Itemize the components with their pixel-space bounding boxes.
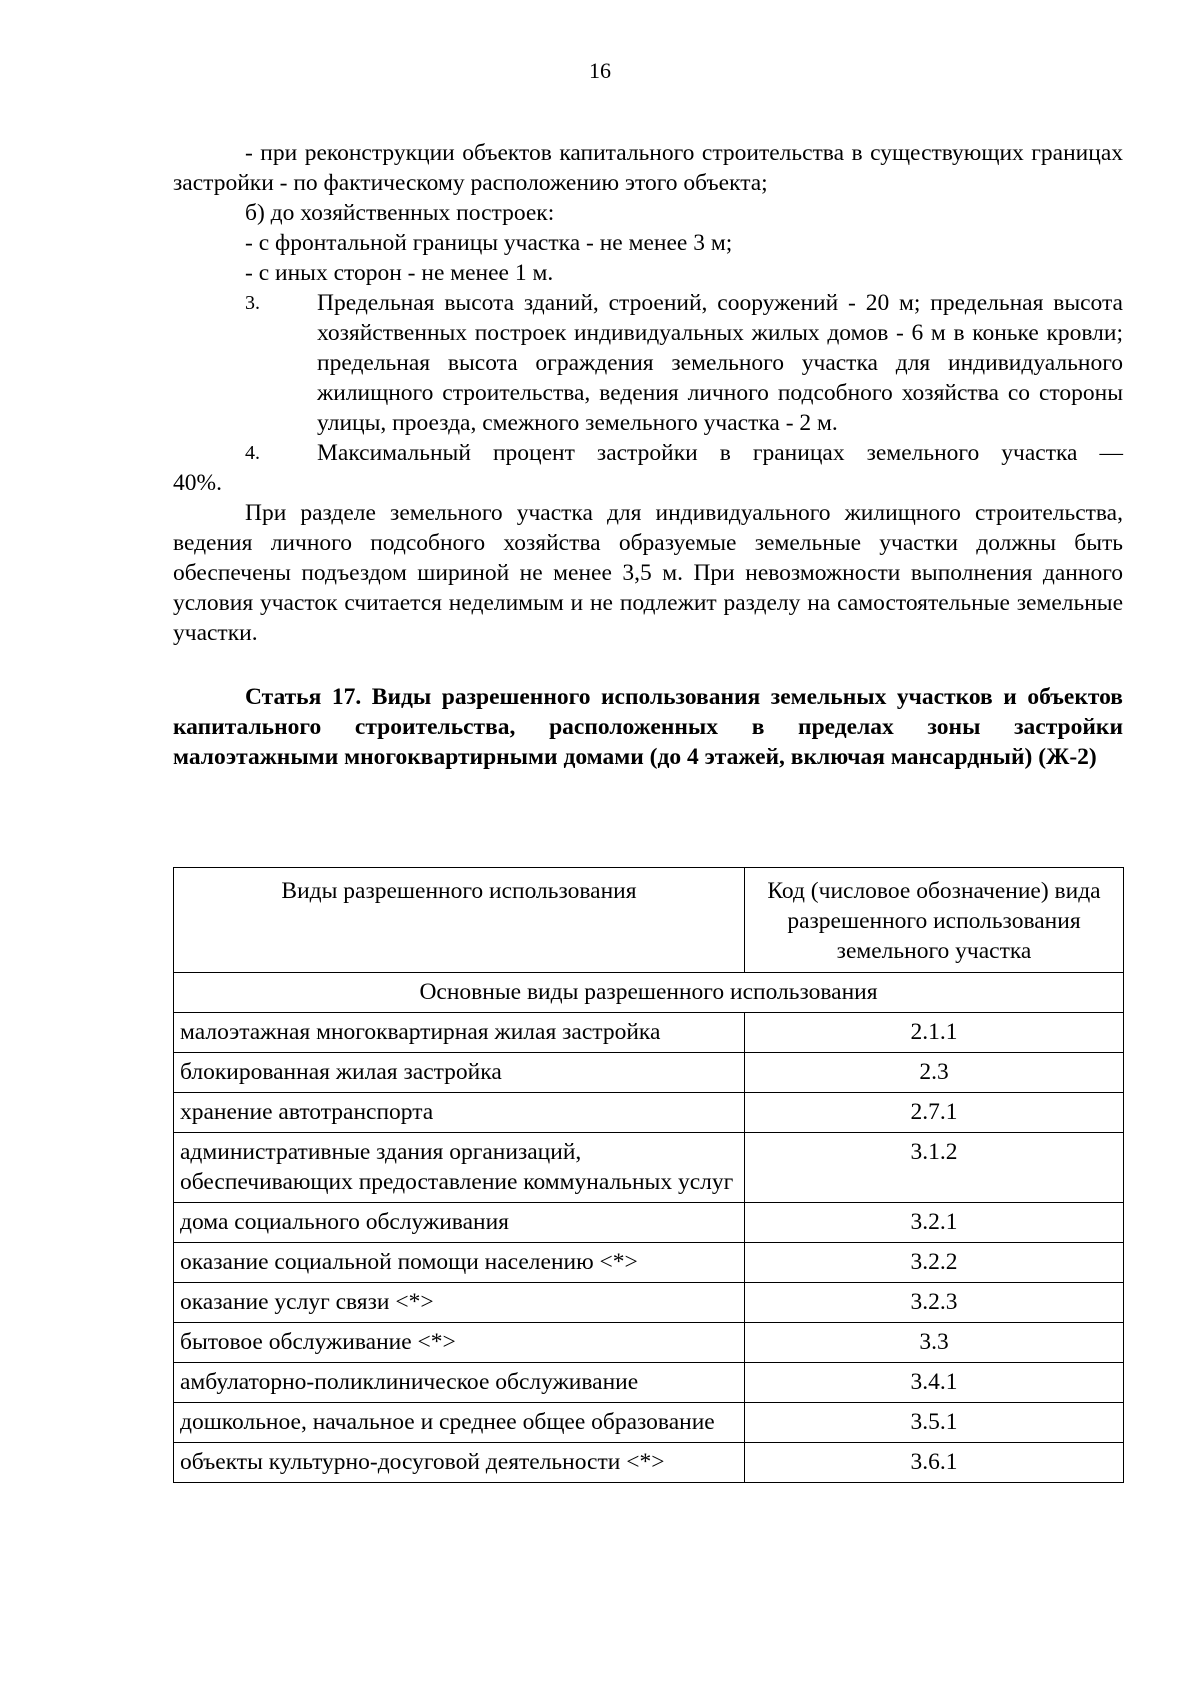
use-name-cell: административные здания организаций, обеспечивающих предоставление коммунальных услуг	[174, 1133, 745, 1203]
table-row	[174, 1013, 1124, 1053]
permitted-uses-table	[173, 867, 1124, 1483]
use-code-cell: 3.2.3	[745, 1283, 1124, 1323]
item-number-4: 4.	[245, 442, 260, 464]
numbered-item-height-limit	[173, 288, 1123, 438]
use-code-cell: 2.1.1	[745, 1013, 1124, 1053]
use-name-cell: оказание услуг связи <*>	[174, 1283, 745, 1323]
use-code-cell: 3.5.1	[745, 1403, 1124, 1443]
header-use-code: Код (числовое обозначение) вида разрешенного использования земельного участка	[745, 868, 1124, 973]
use-name-cell: дома социального обслуживания	[174, 1203, 745, 1243]
paragraph-outbuildings: б) до хозяйственных построек:	[245, 200, 555, 226]
numbered-item-coverage	[173, 438, 1123, 468]
use-code-cell: 3.4.1	[745, 1363, 1124, 1403]
section-title-main-uses: Основные виды разрешенного использования	[174, 973, 1124, 1013]
use-name-cell: хранение автотранспорта	[174, 1093, 745, 1133]
table-row	[174, 1243, 1124, 1283]
page-number: 16	[589, 58, 611, 83]
use-code-cell: 2.3	[745, 1053, 1124, 1093]
item-number-3: 3.	[245, 292, 260, 314]
item-text-height-limit: Предельная высота зданий, строений, сооружений - 20 м; предельная высота хозяйственных построек индивидуальных жилых домов - 6 м в коньке кровли; предельная высота ограждения земельного участка для индивидуального жилищного строительства, ведения личного подсобного хозяйства со стороны улицы, проезда, смежного земельного участка - 2 м.	[317, 290, 1123, 436]
table-row	[174, 1323, 1124, 1363]
item-text-coverage: Максимальный процент застройки в границах земельного участка —	[317, 440, 1123, 466]
table-row	[174, 1203, 1124, 1243]
header-use-type: Виды разрешенного использования	[174, 868, 745, 973]
use-code-cell: 3.2.2	[745, 1243, 1124, 1283]
table-row	[174, 1363, 1124, 1403]
item-text-coverage-continued: 40%.	[173, 470, 222, 496]
paragraph-reconstruction: - при реконструкции объектов капитального строительства в существующих границах застройки - по фактическому расположению этого объекта;	[173, 140, 1123, 196]
use-code-cell: 3.1.2	[745, 1133, 1124, 1203]
article-heading: Статья 17. Виды разрешенного использования земельных участков и объектов капитального строительства, расположенных в пределах зоны застройки малоэтажными многоквартирными домами (до 4 этажей, включая мансардный) (Ж-2)	[173, 684, 1123, 770]
use-code-cell: 3.2.1	[745, 1203, 1124, 1243]
table-row	[174, 1053, 1124, 1093]
table-row	[174, 1133, 1124, 1203]
paragraph-land-division: При разделе земельного участка для индивидуального жилищного строительства, ведения личного подсобного хозяйства образуемые земельные участки должны быть обеспечены подъездом шириной не менее 3,5 м. При невозможности выполнения данного условия участок считается неделимым и не подлежит разделу на самостоятельные земельные участки.	[173, 500, 1123, 646]
table-row	[174, 1403, 1124, 1443]
use-name-cell: оказание социальной помощи населению <*>	[174, 1243, 745, 1283]
table-header-row	[174, 868, 1124, 973]
use-name-cell: объекты культурно-досуговой деятельности <*>	[174, 1443, 745, 1483]
use-code-cell: 3.6.1	[745, 1443, 1124, 1483]
use-code-cell: 3.3	[745, 1323, 1124, 1363]
use-name-cell: блокированная жилая застройка	[174, 1053, 745, 1093]
use-name-cell: амбулаторно-поликлиническое обслуживание	[174, 1363, 745, 1403]
body-text	[173, 138, 1123, 648]
use-name-cell: бытовое обслуживание <*>	[174, 1323, 745, 1363]
use-code-cell: 2.7.1	[745, 1093, 1124, 1133]
use-name-cell: дошкольное, начальное и среднее общее образование	[174, 1403, 745, 1443]
table-row	[174, 1443, 1124, 1483]
table-row	[174, 1283, 1124, 1323]
paragraph-other-sides: - с иных сторон - не менее 1 м.	[245, 260, 554, 286]
use-name-cell: малоэтажная многоквартирная жилая застройка	[174, 1013, 745, 1053]
paragraph-front-boundary: - с фронтальной границы участка - не менее 3 м;	[245, 230, 733, 256]
table-row	[174, 1093, 1124, 1133]
table-section-row	[174, 973, 1124, 1013]
